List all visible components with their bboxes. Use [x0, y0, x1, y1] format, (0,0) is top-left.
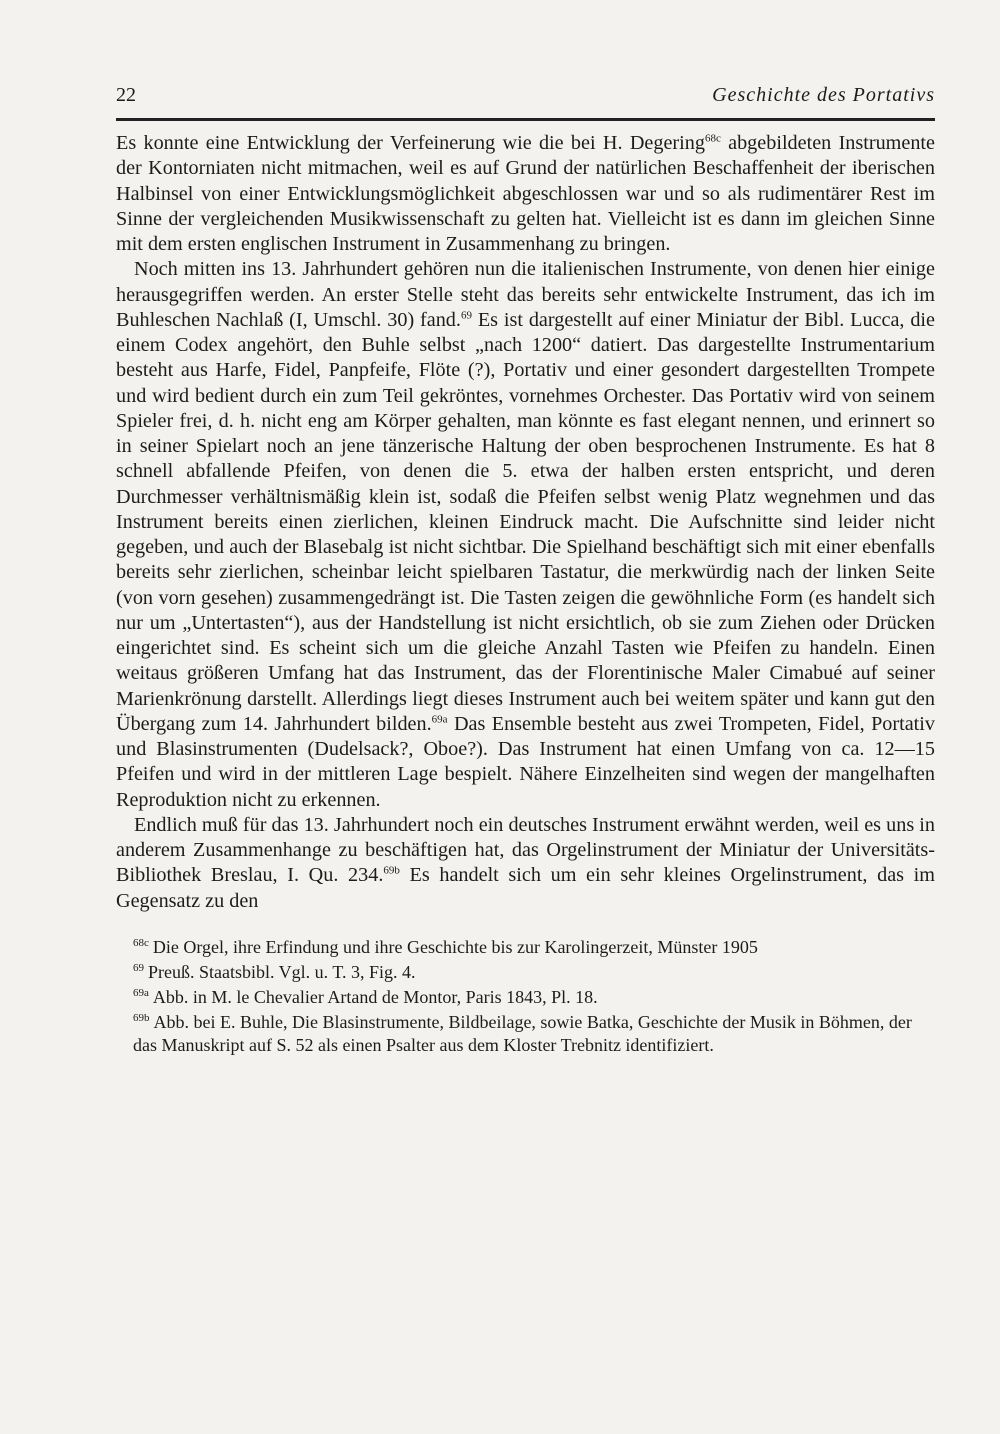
text-run: Es handelt sich um ein sehr kleines Orgelinstrument, das im Gegensatz zu den: [116, 864, 935, 912]
text-run: abgebildeten Instrumente der Kontorniaten nicht mitmachen, weil es auf Grund der natürlichen Beschaffenheit der iberischen Halbinsel von einer Entwicklungsmöglichkeit abgeschlossen war und so als rudimentärer Rest im Sinne der vergleichenden Musikwissenschaft zu gelten hat. Vielleicht ist es dann im gleichen Sinne mit dem ersten englischen Instrument in Zusammenhang zu bringen.: [116, 132, 935, 255]
paragraph: [116, 131, 935, 257]
footnote-text: Abb. in M. le Chevalier Artand de Montor, Paris 1843, Pl. 18.: [152, 986, 598, 1007]
footnote-label: 69b: [133, 1011, 150, 1024]
footnote-label: 69a: [133, 986, 149, 999]
footnote: [116, 936, 935, 959]
footnotes: [116, 936, 935, 1057]
footnote: [116, 1011, 935, 1057]
footnote-text: Preuß. Staatsbibl. Vgl. u. T. 3, Fig. 4.: [148, 961, 416, 982]
footnote-label: 68c: [133, 936, 149, 949]
book-page: [116, 84, 935, 1059]
footnote-reference: 68c: [704, 132, 721, 145]
running-title: Geschichte des Portativs: [712, 84, 935, 106]
text-run: Das Ensemble besteht aus zwei Trompeten, Fidel, Portativ und Blasinstrumenten (Dudelsack?, Oboe?). Das Instrument hat einen Umfang von ca. 12—15 Pfeifen und wird in der mittleren Lage bespielt. Nähere Einzelheiten sind wegen der mangelhaften Reproduktion nicht zu erkennen.: [116, 712, 935, 811]
footnote: [116, 986, 935, 1009]
paragraph: [116, 813, 935, 914]
footnote-label: 69: [133, 961, 144, 974]
footnote-text: Abb. bei E. Buhle, Die Blasinstrumente, Bildbeilage, sowie Batka, Geschichte der Musik in Böhmen, der das Manuskript auf S. 52 als einen Psalter aus dem Kloster Trebnitz identifiziert.: [133, 1011, 912, 1055]
footnote-text: Die Orgel, ihre Erfindung und ihre Geschichte bis zur Karolingerzeit, Münster 1905: [152, 936, 758, 957]
text-run: Es ist dargestellt auf einer Miniatur der Bibl. Lucca, die einem Codex angehört, den Buhle selbst „nach 1200“ datiert. Das dargestellte Instrumentarium besteht aus Harfe, Fidel, Panpfeife, Flöte (?), Portativ und einer gesondert dargestellten Trompete und wird bedient durch ein zum Teil gekröntes, vornehmes Orchester. Das Portativ wird von seinem Spieler frei, d. h. nicht eng am Körper gehalten, man könnte es fast elegant nennen, und erinnert so in seiner Spielart noch an jene tänzerische Haltung der oben besprochenen Instrumente. Es hat 8 schnell abfallende Pfeifen, von denen die 5. etwa der halben ersten entspricht, und deren Durchmesser verhältnismäßig klein ist, sodaß die Pfeifen selbst wenig Platz wegnehmen und das Instrument bereits einen zierlichen, kleinen Eindruck macht. Die Aufschnitte sind leider nicht gegeben, und auch der Blasebalg ist nicht sichtbar. Die Spielhand beschäftigt sich mit einer ebenfalls bereits sehr zierlichen, scheinbar leicht spielbaren Tastatur, die merkwürdig nach der linken Seite (von vorn gesehen) zusammengedrängt ist. Die Tasten zeigen die gewöhnliche Form (es handelt sich nur um „Untertasten“), aus der Handstellung ist nicht ersichtlich, ob sie zum Ziehen oder Drücken eingerichtet sind. Es scheint sich um die gleiche Anzahl Tasten wie Pfeifen zu handeln. Einen weitaus größeren Umfang hat das Instrument, das der Florentinische Maler Cimabué auf seiner Marienkrönung darstellt. Allerdings liegt dieses Instrument auch bei weitem später und kann gut den Übergang zum 14. Jahrhundert bilden.: [116, 308, 935, 735]
footnote-reference: 69b: [383, 864, 400, 877]
page-number: 22: [116, 84, 136, 106]
text-run: Noch mitten ins 13. Jahrhundert gehören nun die italienischen Instrumente, von denen hier einige herausgegriffen werden. An erster Stelle steht das bereits sehr entwickelte Instrument, das ich im Buhleschen Nachlaß (I, Umschl. 30) fand.: [116, 258, 935, 331]
footnote-reference: 69a: [431, 713, 448, 726]
footnote: [116, 961, 935, 984]
footnote-reference: 69: [460, 309, 472, 322]
text-run: Es konnte eine Entwicklung der Verfeinerung wie die bei H. Degering: [116, 132, 705, 154]
page-header: [116, 84, 935, 116]
paragraph: [116, 257, 935, 813]
header-rule: [116, 118, 935, 121]
main-text: [116, 131, 935, 914]
text-run: Endlich muß für das 13. Jahrhundert noch ein deutsches Instrument erwähnt werden, weil es uns in anderem Zusammenhange zu beschäftigen hat, das Orgelinstrument der Miniatur der Universitäts-Bibliothek Breslau, I. Qu. 234.: [116, 813, 935, 887]
